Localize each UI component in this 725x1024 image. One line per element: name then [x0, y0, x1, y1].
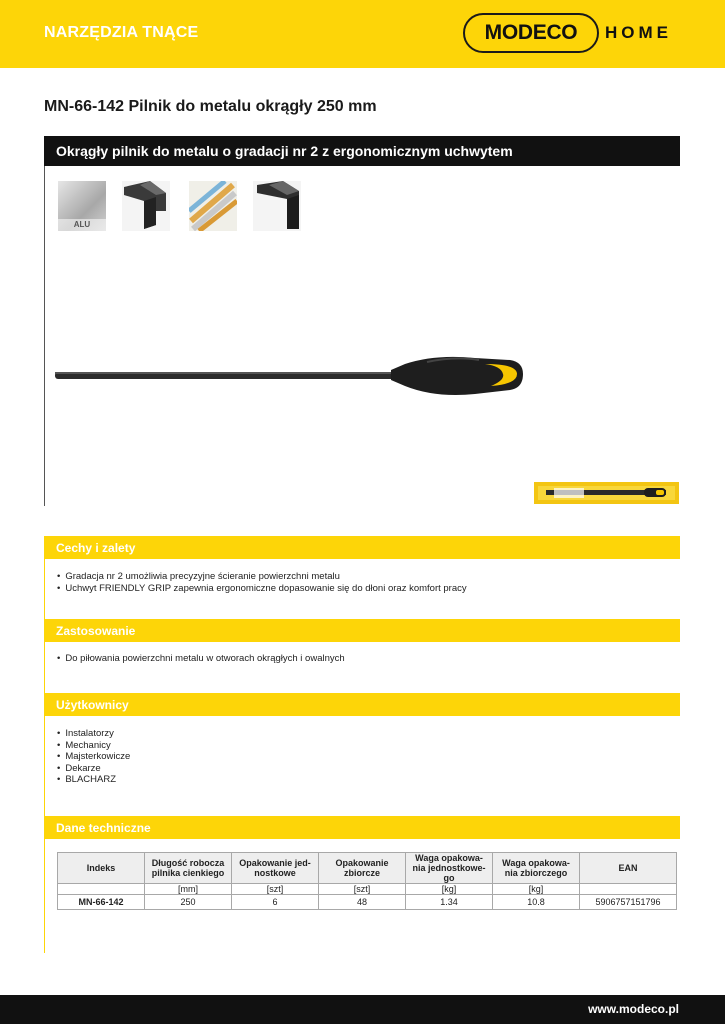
section-title: Użytkownicy	[56, 698, 129, 712]
category-label: NARZĘDZIA TNĄCE	[44, 24, 199, 41]
section-title: Dane techniczne	[56, 821, 151, 835]
list-item: • Instalatorzy	[57, 728, 130, 740]
header-bulk-pack: Opakowanie zbiorcze	[319, 853, 406, 884]
unit-cell: [szt]	[319, 884, 406, 895]
packaging-image	[534, 482, 679, 504]
table-header-row	[58, 853, 677, 884]
unit-cell: [mm]	[145, 884, 232, 895]
alu-material-icon	[58, 181, 106, 231]
section-header-users	[44, 693, 680, 716]
divider-line	[44, 166, 45, 506]
header-bar	[0, 0, 725, 68]
unit-cell: [kg]	[493, 884, 580, 895]
header-unit-weight: Waga opakowa- nia jednostkowe- go	[406, 853, 493, 884]
list-item: • Do piłowania powierzchni metalu w otworach okrągłych i owalnych	[57, 653, 345, 665]
unit-cell	[58, 884, 145, 895]
users-list	[57, 728, 130, 786]
brand-logo[interactable]	[463, 13, 688, 53]
unit-cell: [szt]	[232, 884, 319, 895]
pipes-icon	[189, 181, 237, 231]
product-title: MN-66-142 Pilnik do metalu okrągły 250 mm	[44, 98, 377, 115]
header-bulk-weight: Waga opakowa- nia zbiorczego	[493, 853, 580, 884]
steel-profile-icon	[122, 181, 170, 231]
logo-badge	[463, 13, 599, 53]
product-image	[55, 350, 525, 405]
dark-profile-icon	[253, 181, 301, 231]
list-item: • Gradacja nr 2 umożliwia precyzyjne ścieranie powierzchni metalu	[57, 571, 467, 583]
cell-unit-pack: 6	[232, 895, 319, 910]
section-header-tech	[44, 816, 680, 839]
subtitle-bar	[44, 136, 680, 166]
section-header-usage	[44, 619, 680, 642]
cell-bulk-weight: 10.8	[493, 895, 580, 910]
list-item: • BLACHARZ	[57, 774, 130, 786]
alu-label: ALU	[58, 219, 106, 231]
unit-cell: [kg]	[406, 884, 493, 895]
header-unit-pack: Opakowanie jed- nostkowe	[232, 853, 319, 884]
list-item: • Mechanicy	[57, 740, 130, 752]
list-item: • Majsterkowicze	[57, 751, 130, 763]
website-link[interactable]: www.modeco.pl	[588, 1002, 679, 1016]
features-list	[57, 571, 467, 594]
list-item: • Uchwyt FRIENDLY GRIP zapewnia ergonomiczne dopasowanie się do dłoni oraz komfort pracy	[57, 583, 467, 595]
section-header-features	[44, 536, 680, 559]
section-title: Zastosowanie	[56, 624, 136, 638]
cell-unit-weight: 1.34	[406, 895, 493, 910]
table-row	[58, 895, 677, 910]
cell-index: MN-66-142	[58, 895, 145, 910]
list-item: • Dekarze	[57, 763, 130, 775]
tech-spec-table	[57, 852, 677, 910]
header-ean: EAN	[580, 853, 677, 884]
logo-brand-text: MODECO	[484, 21, 578, 44]
section-title: Cechy i zalety	[56, 541, 136, 555]
logo-suffix-text: HOME	[605, 23, 672, 42]
divider-line	[44, 558, 45, 953]
cell-bulk-pack: 48	[319, 895, 406, 910]
product-subtitle: Okrągły pilnik do metalu o gradacji nr 2 z ergonomicznym uchwytem	[56, 143, 513, 159]
header-length: Długość robocza pilnika cienkiego	[145, 853, 232, 884]
unit-cell	[580, 884, 677, 895]
header-index: Indeks	[58, 853, 145, 884]
usage-list	[57, 653, 345, 665]
cell-length: 250	[145, 895, 232, 910]
footer-bar	[0, 995, 725, 1024]
cell-ean: 5906757151796	[580, 895, 677, 910]
table-units-row	[58, 884, 677, 895]
